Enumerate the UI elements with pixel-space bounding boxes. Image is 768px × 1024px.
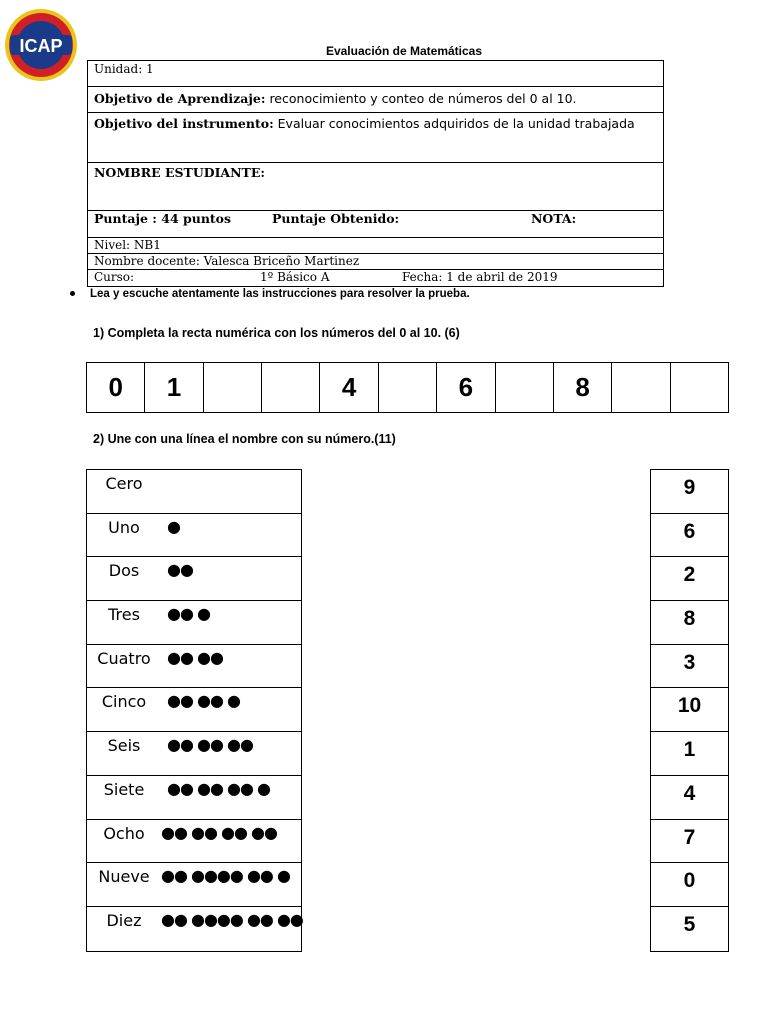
number-cell[interactable]: 0 <box>651 863 728 907</box>
number-line-cell: 1 <box>145 363 203 412</box>
document-title: Evaluación de Matemáticas <box>325 44 483 58</box>
dots-icon: ●● ●●●● ●● ●● <box>161 909 303 929</box>
instructions-text: Lea y escuche atentamente las instrucciones para resolver la prueba. <box>90 288 470 300</box>
name-row[interactable] <box>87 645 301 689</box>
number-line-cell: 0 <box>87 363 145 412</box>
number-cell[interactable]: 1 <box>651 732 728 776</box>
name-row[interactable] <box>87 514 301 558</box>
number-line-cell[interactable] <box>379 363 437 412</box>
nombre-estudiante-row <box>88 163 663 211</box>
number-name: Siete <box>103 779 145 799</box>
number-line-cell[interactable] <box>671 363 728 412</box>
name-row[interactable] <box>87 907 301 951</box>
number-line-cell: 4 <box>320 363 378 412</box>
question-1-text: 1) Completa la recta numérica con los números del 0 al 10. (6) <box>93 326 460 340</box>
fecha-text: Fecha: 1 de abril de 2019 <box>402 270 558 284</box>
instructions-bullet <box>70 288 470 300</box>
nivel-text: Nivel: NB1 <box>94 238 161 252</box>
name-row[interactable] <box>87 820 301 864</box>
number-name: Seis <box>107 736 141 756</box>
number-line-cell[interactable] <box>496 363 554 412</box>
number-name: Uno <box>108 517 140 537</box>
objetivo-instrumento-row <box>88 113 663 163</box>
number-line-cell: 6 <box>437 363 495 412</box>
curso-label: Curso: <box>94 270 135 284</box>
svg-text:ICAP: ICAP <box>19 36 63 56</box>
number-name: Cero <box>105 474 143 493</box>
number-name: Cuatro <box>97 648 151 668</box>
docente-text: Nombre docente: Valesca Briceño Martinez <box>94 254 360 268</box>
objetivo-aprendizaje-row <box>88 87 663 113</box>
dots-icon: ● <box>167 516 180 536</box>
curso-row <box>88 270 663 286</box>
name-row[interactable] <box>87 776 301 820</box>
dots-icon: ●● ● <box>167 604 210 624</box>
nombre-estudiante-label: NOMBRE ESTUDIANTE: <box>94 165 265 180</box>
number-cell[interactable]: 6 <box>651 514 728 558</box>
objetivo-aprendizaje-label: Objetivo de Aprendizaje: <box>94 91 266 106</box>
number-cell[interactable]: 3 <box>651 645 728 689</box>
dots-icon: ●● ●● ● <box>167 691 240 711</box>
objetivo-instrumento-label: Objetivo del instrumento: <box>94 116 274 131</box>
number-names-table <box>86 469 302 952</box>
dots-icon: ●● ●● ●● ●● <box>161 822 277 842</box>
dots-icon: ●● ●● ●● ● <box>167 778 270 798</box>
objetivo-instrumento-value: Evaluar conocimientos adquiridos de la unidad trabajada <box>273 116 635 131</box>
dots-icon: ●● ●● <box>167 647 223 667</box>
number-cell[interactable]: 8 <box>651 601 728 645</box>
curso-value: 1º Básico A <box>260 270 330 284</box>
header-info-table <box>87 60 664 287</box>
objetivo-aprendizaje-value: reconocimiento y conteo de números del 0 al 10. <box>265 91 577 106</box>
name-row[interactable] <box>87 601 301 645</box>
question-2-text: 2) Une con una línea el nombre con su número.(11) <box>93 432 396 446</box>
nivel-row <box>88 238 663 254</box>
number-cell[interactable]: 7 <box>651 820 728 864</box>
name-row[interactable] <box>87 732 301 776</box>
dots-icon: ●● ●●●● ●● ● <box>161 866 290 886</box>
number-line-table <box>86 362 729 413</box>
puntaje-row <box>88 211 663 238</box>
number-line-cell[interactable] <box>262 363 320 412</box>
number-name: Diez <box>106 910 142 930</box>
number-cell[interactable]: 5 <box>683 912 696 936</box>
unidad-text: Unidad: 1 <box>94 62 154 76</box>
number-cell[interactable]: 10 <box>651 688 728 732</box>
bullet-icon <box>70 291 75 296</box>
number-name: Dos <box>108 561 140 581</box>
number-cell[interactable]: 9 <box>651 470 728 514</box>
number-line-cell[interactable] <box>612 363 670 412</box>
number-line-cell: 8 <box>554 363 612 412</box>
docente-row <box>88 254 663 270</box>
name-row[interactable] <box>87 557 301 601</box>
number-cell[interactable]: 4 <box>651 776 728 820</box>
name-row[interactable] <box>87 688 301 732</box>
unidad-row <box>88 61 663 87</box>
number-line-cell[interactable] <box>204 363 262 412</box>
number-name: Ocho <box>103 823 145 843</box>
number-name: Cinco <box>101 692 147 712</box>
dots-icon: ●● ●● ●● <box>167 735 253 755</box>
number-cell[interactable]: 2 <box>651 557 728 601</box>
puntaje-label: Puntaje : 44 puntos <box>94 211 232 226</box>
puntaje-obtenido-label: Puntaje Obtenido: <box>272 211 400 226</box>
number-name: Tres <box>108 605 140 625</box>
number-name: Nueve <box>98 867 150 887</box>
nota-label: NOTA: <box>531 211 577 226</box>
name-row[interactable] <box>87 470 301 514</box>
dots-icon: ●● <box>167 560 193 580</box>
numbers-column-table <box>650 469 729 952</box>
name-row[interactable] <box>87 863 301 907</box>
